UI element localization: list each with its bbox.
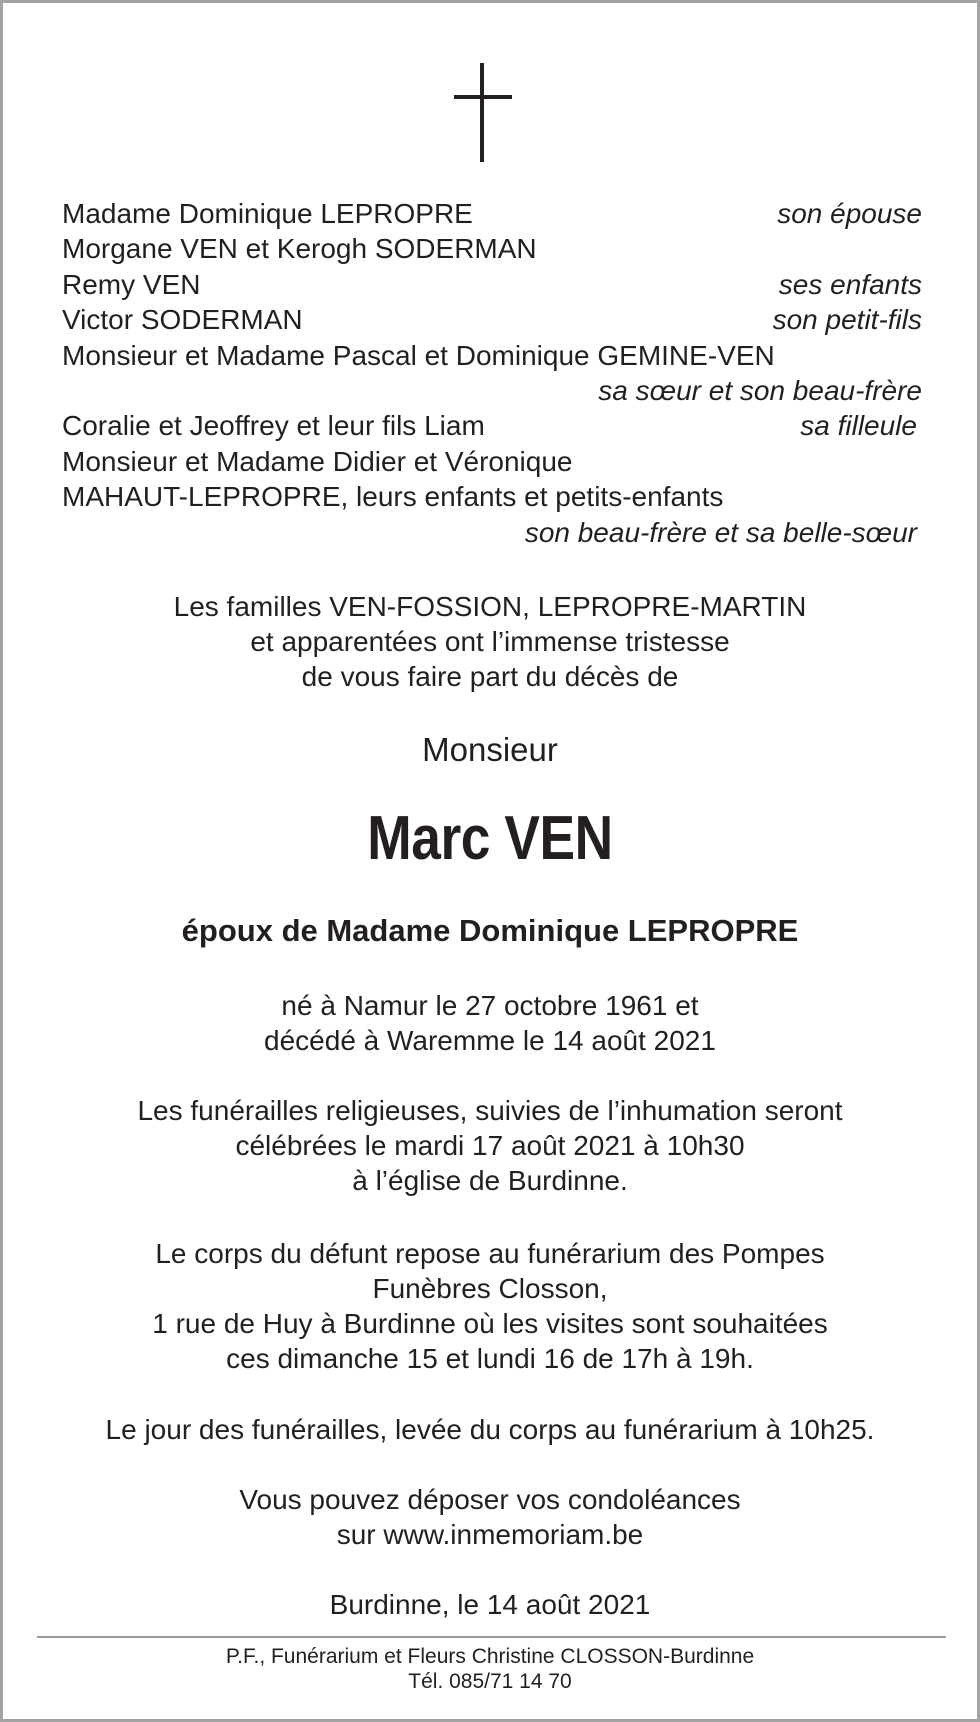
family-list	[62, 196, 922, 550]
family-relation: sa sœur et son beau-frère	[598, 374, 922, 406]
family-row	[62, 479, 922, 514]
family-member-name: Monsieur et Madame Pascal et Dominique GEMINE-VEN	[62, 339, 775, 371]
family-row	[62, 444, 922, 479]
funeral-block	[3, 1093, 977, 1198]
family-member-name: Madame Dominique LEPROPRE	[62, 198, 473, 229]
visitation-line: Funèbres Closson,	[372, 1273, 608, 1304]
cross-icon	[454, 63, 512, 162]
family-row	[62, 515, 922, 550]
intro-line: Les familles VEN-FOSSION, LEPROPRE-MARTIN	[173, 591, 807, 622]
footer-phone: Tél. 085/71 14 70	[408, 1670, 572, 1693]
deceased-name: Marc VEN	[367, 804, 613, 873]
intro-line: et apparentées ont l’immense tristesse	[250, 626, 730, 657]
visitation-line: 1 rue de Huy à Burdinne où les visites sont souhaitées	[152, 1308, 828, 1339]
family-member-name: Victor SODERMAN	[62, 304, 303, 336]
family-member-name: Morgane VEN et Kerogh SODERMAN	[62, 233, 537, 265]
family-row	[62, 196, 922, 231]
levee-line: Le jour des funérailles, levée du corps au funérarium à 10h25.	[105, 1414, 875, 1445]
birth-line: né à Namur le 27 octobre 1961 et	[281, 990, 699, 1021]
place-date-signoff: Burdinne, le 14 août 2021	[329, 1589, 651, 1620]
spouse-line: époux de Madame Dominique LEPROPRE	[181, 913, 799, 948]
visitation-block	[3, 1236, 977, 1376]
birth-death-block	[3, 988, 977, 1058]
family-row	[62, 231, 922, 266]
family-relation: son beau-frère et sa belle-sœur	[524, 516, 917, 548]
visitation-line: ces dimanche 15 et lundi 16 de 17h à 19h.	[226, 1343, 754, 1374]
family-member-name: Monsieur et Madame Didier et Véronique	[62, 445, 573, 477]
family-member-name: MAHAUT-LEPROPRE, leurs enfants et petits-enfants	[62, 481, 724, 513]
visitation-line: Le corps du défunt repose au funérarium des Pompes	[155, 1238, 825, 1269]
announcement-intro	[3, 589, 977, 694]
intro-line: de vous faire part du décès de	[301, 661, 679, 692]
family-row	[62, 302, 922, 337]
funeral-line: à l’église de Burdinne.	[352, 1165, 628, 1196]
death-line: décédé à Waremme le 14 août 2021	[264, 1025, 716, 1056]
family-row	[62, 338, 922, 373]
funeral-line: célébrées le mardi 17 août 2021 à 10h30	[235, 1130, 745, 1161]
family-relation: son épouse	[777, 198, 922, 229]
family-relation: sa filleule	[800, 410, 917, 442]
funeral-line: Les funérailles religieuses, suivies de l’inhumation seront	[137, 1095, 843, 1126]
footer	[3, 1644, 977, 1694]
family-row	[62, 408, 922, 443]
condolences-block	[3, 1482, 977, 1552]
footer-divider	[37, 1636, 946, 1638]
family-relation: son petit-fils	[772, 304, 922, 336]
footer-company: P.F., Funérarium et Fleurs Christine CLOSSON-Burdinne	[225, 1645, 755, 1668]
family-relation: ses enfants	[778, 268, 922, 300]
family-row	[62, 373, 922, 408]
honorific: Monsieur	[422, 731, 558, 768]
condolences-line: Vous pouvez déposer vos condoléances	[239, 1484, 741, 1515]
family-row	[62, 267, 922, 302]
condolences-link[interactable]: sur www.inmemoriam.be	[336, 1519, 644, 1550]
family-member-name: Coralie et Jeoffrey et leur fils Liam	[62, 410, 485, 442]
family-member-name: Remy VEN	[62, 268, 201, 300]
